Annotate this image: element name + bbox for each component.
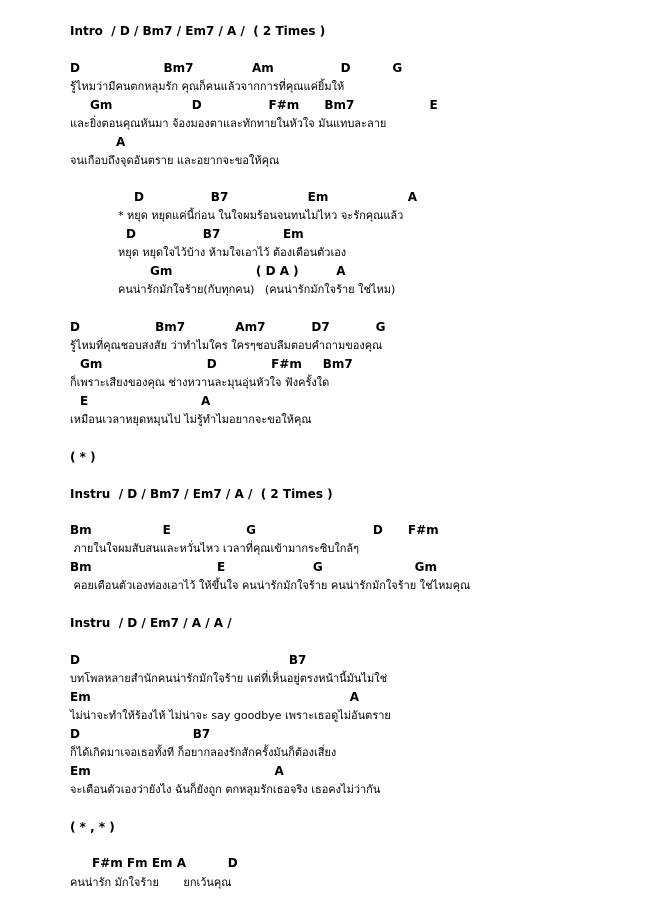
bridge-lyric-1: ภายในใจผมสับสนและหวั่นไหว เวลาที่คุณเข้ามากระซิบใกล้ๆ bbox=[70, 542, 360, 555]
verse2-lyric-2: ก็เพราะเสียงของคุณ ช่างหวานละมุนอุ่นหัวใจ ฟังครั้งใด bbox=[70, 376, 330, 389]
instru-line-2: Instru / D / Em7 / A / A / bbox=[70, 616, 232, 630]
instru-line-1: Instru / D / Bm7 / Em7 / A / ( 2 Times ) bbox=[70, 487, 333, 501]
bridge-chords-2: Bm E G Gm bbox=[70, 560, 438, 574]
rap-chords-1: D B7 bbox=[70, 653, 307, 667]
verse1-lyric-3: จนเกือบถึงจุดอันตราย และอยากจะขอให้คุณ bbox=[70, 154, 280, 167]
verse1-lyric-1: รู้ไหมว่ามีคนตกหลุมรัก คุณก็คนแล้วจากการที่คุณแค่ยิ้มให้ bbox=[70, 80, 345, 93]
verse2-chords-3: E A bbox=[80, 394, 211, 408]
verse1-lyric-2: และยิ่งตอนคุณหันมา จ้องมองตาและทักทายในหัวใจ มันแทบละลาย bbox=[70, 117, 387, 130]
repeat-chorus-marker: ( * ) bbox=[70, 450, 96, 464]
verse2-lyric-3: เหมือนเวลาหยุดหมุนไป ไม่รู้ทำไมอยากจะขอให้คุณ bbox=[70, 413, 312, 426]
repeat-twice-marker: ( * , * ) bbox=[70, 820, 115, 834]
chorus-lyric-2: หยุด หยุดใจไว้บ้าง ห้ามใจเอาไว้ ต้องเตือนตัวเอง bbox=[118, 246, 347, 259]
rap-lyric-4: จะเตือนตัวเองว่ายังไง ฉันก็ยังถูก ตกหลุมรักเธอจริง เธอคงไม่ว่ากัน bbox=[70, 783, 381, 796]
chorus-chords-2: D B7 Em bbox=[126, 227, 304, 241]
verse1-chords-3: A bbox=[116, 135, 126, 149]
rap-lyric-2: ไม่น่าจะทำให้ร้องไห้ ไม่น่าจะ say goodbye เพราะเธอดูไม่อันตราย bbox=[70, 709, 391, 722]
verse2-chords-1: D Bm7 Am7 D7 G bbox=[70, 320, 386, 334]
outro-lyric: คนน่ารัก มักใจร้าย ยกเว้นคุณ bbox=[70, 876, 232, 889]
rap-lyric-3: ก็ได้เกิดมาเจอเธอทั้งที ก็อยากลองรักสักครั้งมันก็ต้องเสี่ยง bbox=[70, 746, 337, 759]
rap-chords-2: Em A bbox=[70, 690, 360, 704]
bridge-lyric-2: คอยเตือนตัวเองท่องเอาไว้ ให้ขึ้นใจ คนน่ารักมักใจร้าย คนน่ารักมักใจร้าย ใช่ไหมคุณ bbox=[70, 579, 471, 592]
verse1-chords-1: D Bm7 Am D G bbox=[70, 61, 403, 75]
chorus-chords-3: Gm ( D A ) A bbox=[150, 264, 346, 278]
rap-chords-3: D B7 bbox=[70, 727, 211, 741]
chorus-chords-1: D B7 Em A bbox=[134, 190, 418, 204]
verse2-lyric-1: รู้ไหมที่คุณชอบสงสัย ว่าทำไมใคร ใครๆชอบลืมตอบคำถามของคุณ bbox=[70, 339, 383, 352]
verse1-chords-2: Gm D F#m Bm7 E bbox=[90, 98, 438, 112]
chorus-lyric-3: คนน่ารักมักใจร้าย(กับทุกคน) (คนน่ารักมักใจร้าย ใช่ไหม) bbox=[118, 283, 396, 296]
chorus-lyric-1: * หยุด หยุดแค่นี้ก่อน ในใจผมร้อนจนทนไม่ไหว จะรักคุณแล้ว bbox=[118, 209, 404, 222]
outro-chords: F#m Fm Em A D bbox=[92, 856, 238, 870]
intro-line: Intro / D / Bm7 / Em7 / A / ( 2 Times ) bbox=[70, 24, 326, 38]
verse2-chords-2: Gm D F#m Bm7 bbox=[80, 357, 353, 371]
rap-lyric-1: บทโพลหลายสำนักคนน่ารักมักใจร้าย แต่ที่เห็นอยู่ตรงหน้านี้มันไม่ใช่ bbox=[70, 672, 388, 685]
rap-chords-4: Em A bbox=[70, 764, 284, 778]
bridge-chords-1: Bm E G D F#m bbox=[70, 523, 439, 537]
